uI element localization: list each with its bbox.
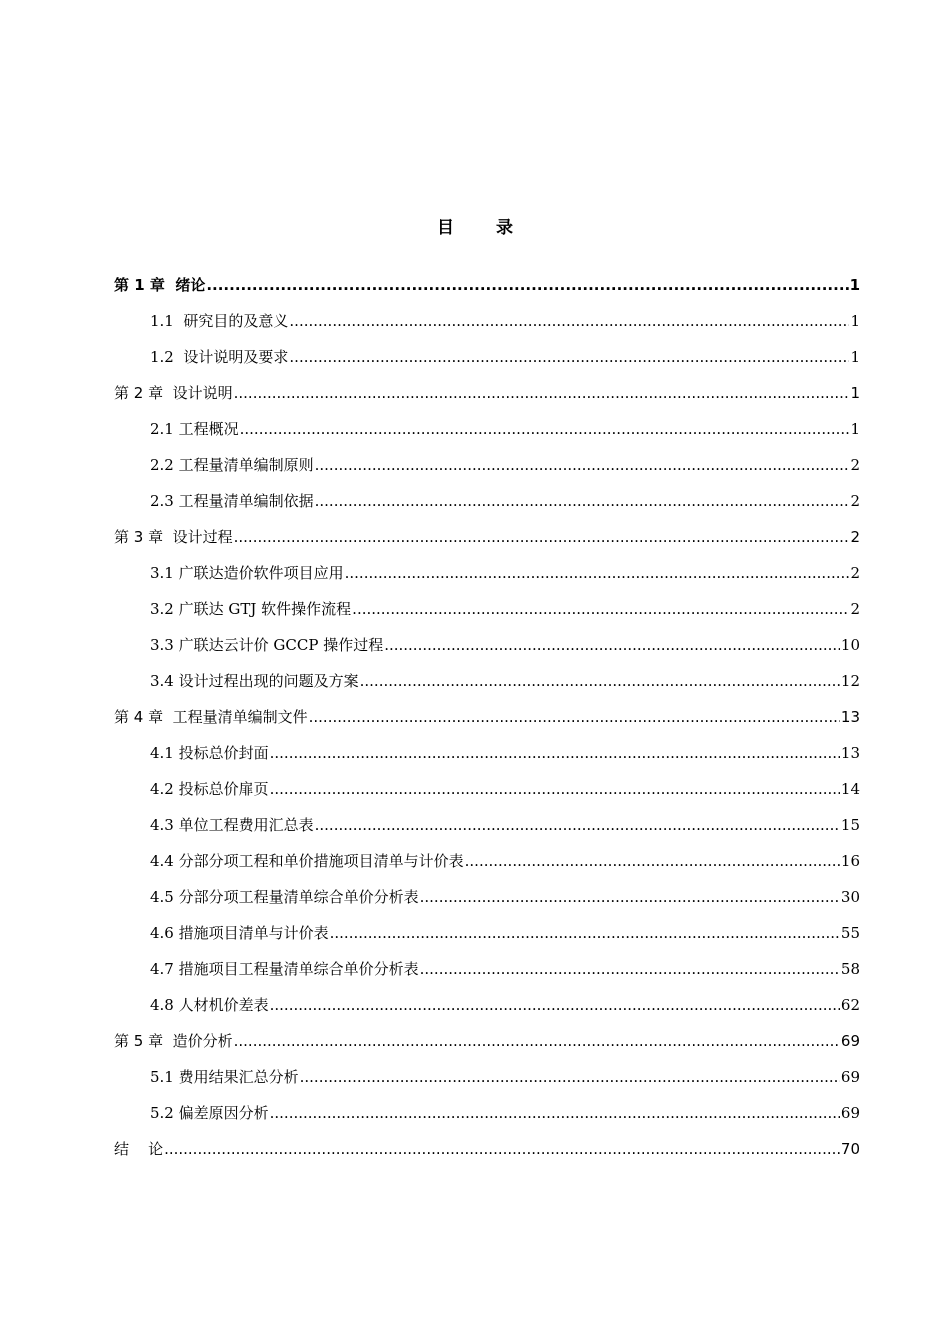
- toc-entry-section-1-1[interactable]: [114, 300, 860, 336]
- toc-entry-section-4-4[interactable]: [114, 840, 860, 876]
- toc-entry-label: 4.3 单位工程费用汇总表: [150, 816, 314, 834]
- toc-entry-page: 1: [850, 348, 860, 366]
- toc-entry-section-2-3[interactable]: [114, 480, 860, 516]
- toc-entry-label: 第 4 章 工程量清单编制文件: [114, 708, 308, 726]
- toc-dot-leader: [270, 744, 840, 762]
- toc-dot-leader: [240, 420, 850, 438]
- toc-entry-label: 第 1 章 绪论: [114, 276, 206, 294]
- toc-entry-section-2-2[interactable]: [114, 444, 860, 480]
- toc-entry-conclusion[interactable]: [114, 1128, 860, 1164]
- toc-entry-section-5-2[interactable]: [114, 1092, 860, 1128]
- toc-dot-leader: [330, 924, 840, 942]
- toc-dot-leader: [465, 852, 840, 870]
- toc-entry-section-4-8[interactable]: [114, 984, 860, 1020]
- toc-entry-page: 70: [840, 1140, 860, 1158]
- toc-entry-label: 3.1 广联达造价软件项目应用: [150, 564, 344, 582]
- toc-entry-page: 13: [840, 708, 860, 726]
- toc-dot-leader: [352, 600, 849, 618]
- toc-entry-page: 69: [840, 1104, 860, 1122]
- toc-dot-leader: [164, 1140, 840, 1158]
- toc-entry-label: 1.1 研究目的及意义: [150, 312, 289, 330]
- toc-entry-page: 1: [850, 312, 860, 330]
- toc-entry-label: 4.6 措施项目清单与计价表: [150, 924, 329, 942]
- toc-entry-label: 1.2 设计说明及要求: [150, 348, 289, 366]
- toc-entry-label: 第 5 章 造价分析: [114, 1032, 233, 1050]
- toc-entry-page: 69: [840, 1068, 860, 1086]
- toc-entry-section-5-1[interactable]: [114, 1056, 860, 1092]
- toc-entry-section-4-5[interactable]: [114, 876, 860, 912]
- toc-entry-page: 62: [840, 996, 860, 1014]
- toc-entry-section-3-4[interactable]: [114, 660, 860, 696]
- toc-dot-leader: [289, 312, 849, 330]
- toc-entry-section-2-1[interactable]: [114, 408, 860, 444]
- toc-dot-leader: [300, 1068, 840, 1086]
- toc-dot-leader: [315, 816, 840, 834]
- toc-entry-page: 2: [850, 600, 860, 618]
- toc-dot-leader: [420, 888, 840, 906]
- toc-entry-page: 1: [850, 384, 860, 402]
- toc-dot-leader: [315, 492, 850, 510]
- toc-entry-label: 4.7 措施项目工程量清单综合单价分析表: [150, 960, 419, 978]
- toc-dot-leader: [420, 960, 840, 978]
- toc-entry-page: 58: [840, 960, 860, 978]
- toc-entry-page: 1: [849, 276, 860, 294]
- toc-dot-leader: [234, 1032, 840, 1050]
- toc-entry-section-4-6[interactable]: [114, 912, 860, 948]
- toc-entry-label: 4.1 投标总价封面: [150, 744, 269, 762]
- toc-entry-page: 1: [850, 420, 860, 438]
- toc-dot-leader: [270, 1104, 840, 1122]
- toc-entry-label: 4.8 人材机价差表: [150, 996, 269, 1014]
- toc-entry-page: 16: [840, 852, 860, 870]
- toc-dot-leader: [234, 384, 850, 402]
- toc-dot-leader: [234, 528, 850, 546]
- toc-entry-chapter-2[interactable]: [114, 372, 860, 408]
- toc-entry-page: 12: [840, 672, 860, 690]
- toc-entry-page: 2: [850, 492, 860, 510]
- toc-entry-label: 3.3 广联达云计价 GCCP 操作过程: [150, 636, 384, 654]
- toc-entry-label: 2.3 工程量清单编制依据: [150, 492, 314, 510]
- toc-dot-leader: [270, 996, 840, 1014]
- toc-entry-section-3-1[interactable]: [114, 552, 860, 588]
- toc-entry-section-4-7[interactable]: [114, 948, 860, 984]
- toc-entry-section-4-2[interactable]: [114, 768, 860, 804]
- toc-dot-leader: [289, 348, 849, 366]
- toc-entry-chapter-4[interactable]: [114, 696, 860, 732]
- table-of-contents: [114, 264, 860, 1164]
- toc-entry-page: 14: [840, 780, 860, 798]
- toc-entry-chapter-3[interactable]: [114, 516, 860, 552]
- toc-entry-page: 30: [840, 888, 860, 906]
- toc-entry-label: 2.2 工程量清单编制原则: [150, 456, 314, 474]
- toc-entry-label: 结 论: [114, 1140, 164, 1158]
- toc-entry-label: 4.4 分部分项工程和单价措施项目清单与计价表: [150, 852, 464, 870]
- toc-entry-section-1-2[interactable]: [114, 336, 860, 372]
- toc-entry-label: 第 3 章 设计过程: [114, 528, 233, 546]
- toc-entry-page: 10: [840, 636, 860, 654]
- toc-entry-label: 4.2 投标总价扉页: [150, 780, 269, 798]
- toc-dot-leader: [315, 456, 850, 474]
- toc-entry-label: 第 2 章 设计说明: [114, 384, 233, 402]
- toc-entry-chapter-1[interactable]: [114, 264, 860, 300]
- toc-dot-leader: [206, 276, 848, 294]
- toc-entry-page: 15: [840, 816, 860, 834]
- toc-dot-leader: [345, 564, 850, 582]
- toc-dot-leader: [384, 636, 840, 654]
- toc-entry-label: 4.5 分部分项工程量清单综合单价分析表: [150, 888, 419, 906]
- toc-entry-label: 3.4 设计过程出现的问题及方案: [150, 672, 359, 690]
- toc-entry-label: 2.1 工程概况: [150, 420, 239, 438]
- toc-dot-leader: [270, 780, 840, 798]
- toc-entry-page: 2: [850, 564, 860, 582]
- toc-entry-section-3-3[interactable]: [114, 624, 860, 660]
- toc-entry-label: 5.1 费用结果汇总分析: [150, 1068, 299, 1086]
- toc-dot-leader: [309, 708, 840, 726]
- toc-dot-leader: [360, 672, 840, 690]
- toc-entry-page: 55: [840, 924, 860, 942]
- toc-entry-page: 2: [850, 528, 860, 546]
- toc-entry-chapter-5[interactable]: [114, 1020, 860, 1056]
- toc-entry-label: 5.2 偏差原因分析: [150, 1104, 269, 1122]
- toc-entry-section-3-2[interactable]: [114, 588, 860, 624]
- toc-entry-section-4-3[interactable]: [114, 804, 860, 840]
- toc-entry-page: 13: [840, 744, 860, 762]
- toc-title: 目 录: [437, 218, 531, 238]
- toc-entry-page: 69: [840, 1032, 860, 1050]
- toc-entry-label: 3.2 广联达 GTJ 软件操作流程: [150, 600, 352, 618]
- toc-entry-page: 2: [850, 456, 860, 474]
- toc-entry-section-4-1[interactable]: [114, 732, 860, 768]
